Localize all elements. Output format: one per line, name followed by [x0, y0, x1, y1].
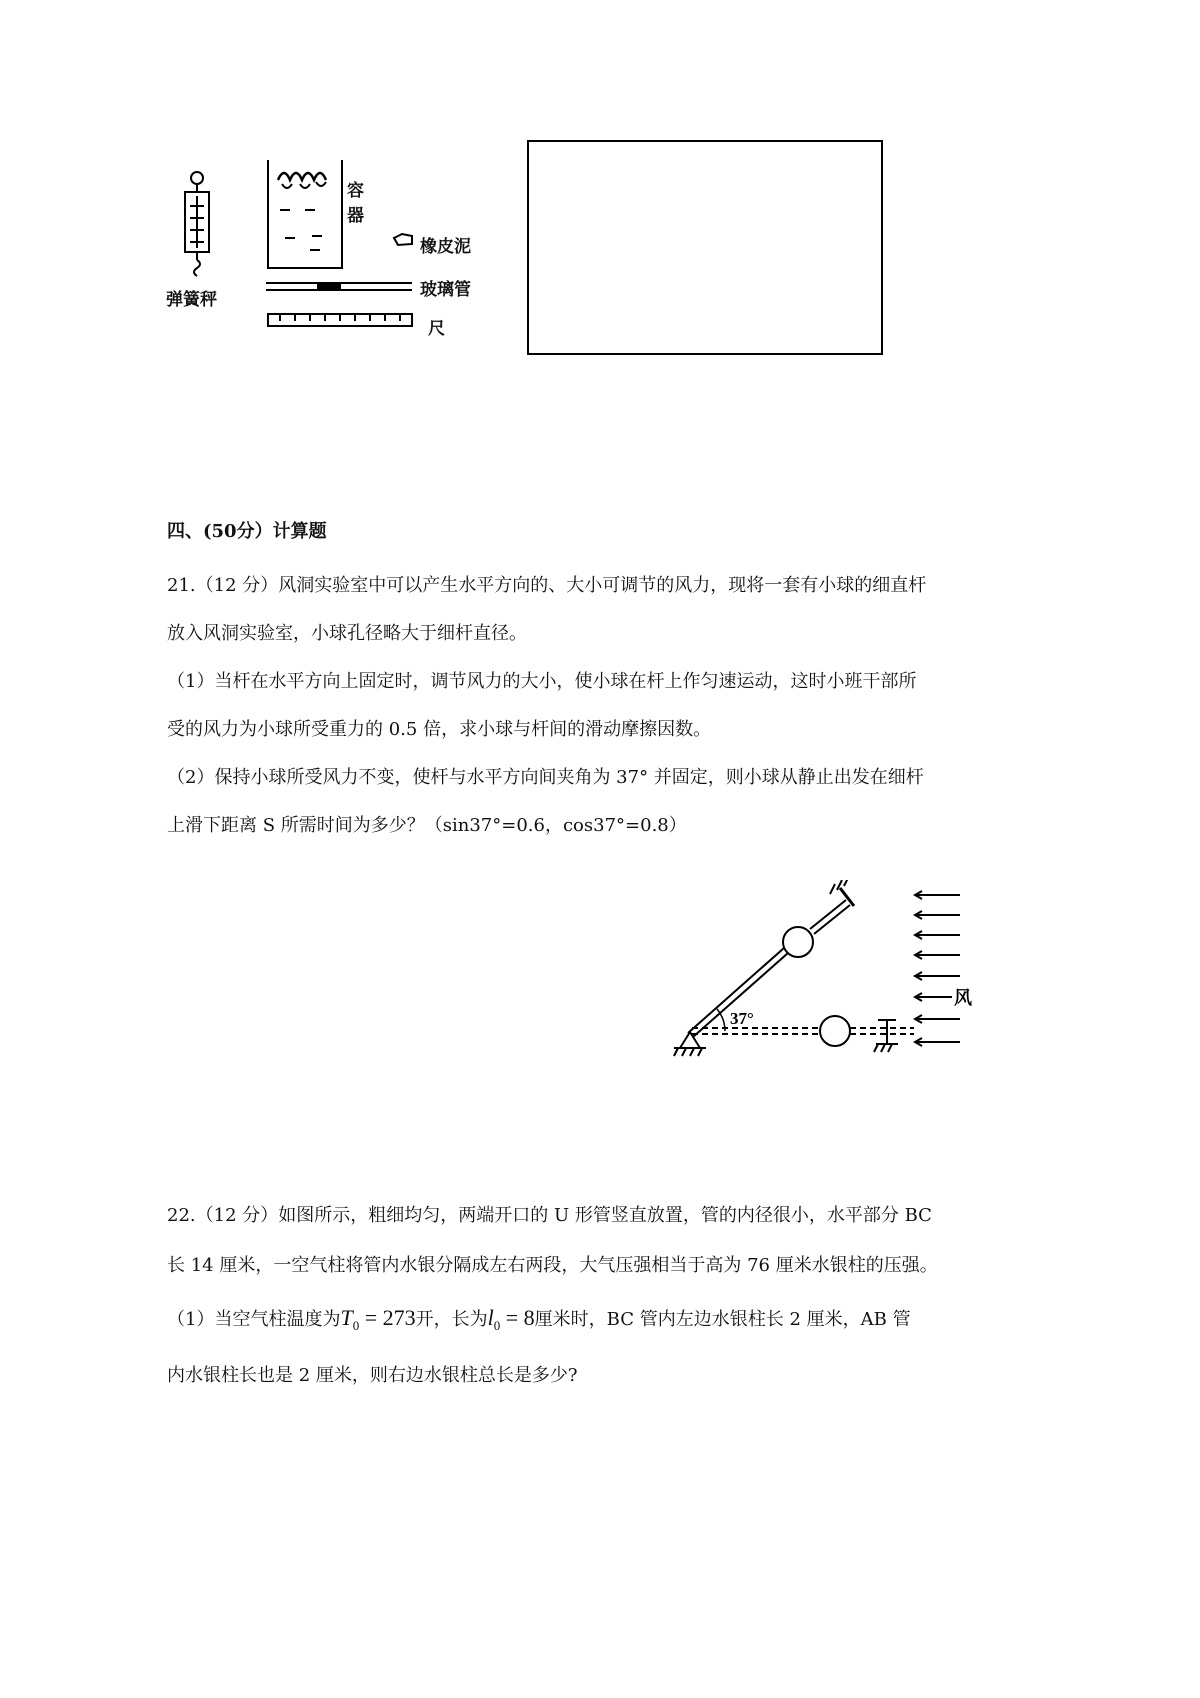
glass-tube-label: 玻璃管 [420, 280, 471, 300]
section-heading: 四、(50分）计算题 [167, 521, 327, 542]
spring-scale-label: 弹簧秤 [166, 290, 217, 310]
answer-box [527, 140, 883, 355]
ball-horizontal-icon [820, 1016, 850, 1046]
putty-label: 橡皮泥 [420, 237, 471, 257]
q21-intro-line1: 21.（12 分）风洞实验室中可以产生水平方向的、大小可调节的风力，现将一套有小球的细直杆 [167, 575, 927, 596]
q22-intro-line1: 22.（12 分）如图所示，粗细均匀，两端开口的 U 形管竖直放置，管的内径很小，水平部分 BC [167, 1205, 932, 1226]
temperature-symbol: $T_0$ [340, 1305, 360, 1333]
length-symbol: $l_0$ [487, 1305, 501, 1333]
q22-intro-line2: 长 14 厘米，一空气柱将管内水银分隔成左右两段，大气压强相当于高为 76 厘米水银柱的压强。 [167, 1255, 938, 1276]
wind-label: 风 [954, 988, 972, 1009]
q21-part1-line2: 受的风力为小球所受重力的 0.5 倍，求小球与杆间的滑动摩擦因数。 [167, 719, 712, 740]
ruler-icon [268, 314, 412, 326]
wind-arrows [915, 891, 960, 1046]
q22-part1-line1 [167, 1305, 911, 1339]
angle-label: 37° [730, 1009, 754, 1028]
q22-part1-prefix: （1）当空气柱温度为 [167, 1309, 341, 1330]
pivot-icon [674, 1032, 706, 1056]
ball-inclined-icon [783, 927, 813, 957]
putty-icon [394, 234, 412, 245]
temperature-value: = 273 [359, 1305, 416, 1330]
ruler-label: 尺 [428, 319, 445, 339]
inclined-rod [688, 880, 854, 1037]
q21-part2-line2: 上滑下距离 S 所需时间为多少？（sin37°=0.6，cos37°=0.8） [167, 815, 687, 836]
q21-intro-line2: 放入风洞实验室，小球孔径略大于细杆直径。 [167, 623, 527, 644]
length-value: = 8 [500, 1305, 535, 1330]
spring-scale-icon [185, 172, 209, 276]
q21-part1-line1: （1）当杆在水平方向上固定时，调节风力的大小，使小球在杆上作匀速运动，这时小班干部所 [167, 671, 917, 692]
q22-part1-suffix: 厘米时，BC 管内左边水银柱长 2 厘米，AB 管 [534, 1309, 911, 1330]
container-label-1: 容 [347, 181, 364, 201]
wind-tunnel-figure [670, 880, 980, 1065]
q21-part2-line1: （2）保持小球所受风力不变，使杆与水平方向间夹角为 37° 并固定，则小球从静止出发在细杆 [167, 767, 924, 788]
glass-tube-icon [266, 283, 412, 290]
q22-part1-mid: 开，长为 [415, 1309, 488, 1330]
container-icon [268, 160, 342, 268]
q22-part1-line2: 内水银柱长也是 2 厘米，则右边水银柱总长是多少? [167, 1365, 578, 1386]
right-support-icon [874, 1020, 898, 1052]
container-label-2: 器 [347, 206, 364, 226]
